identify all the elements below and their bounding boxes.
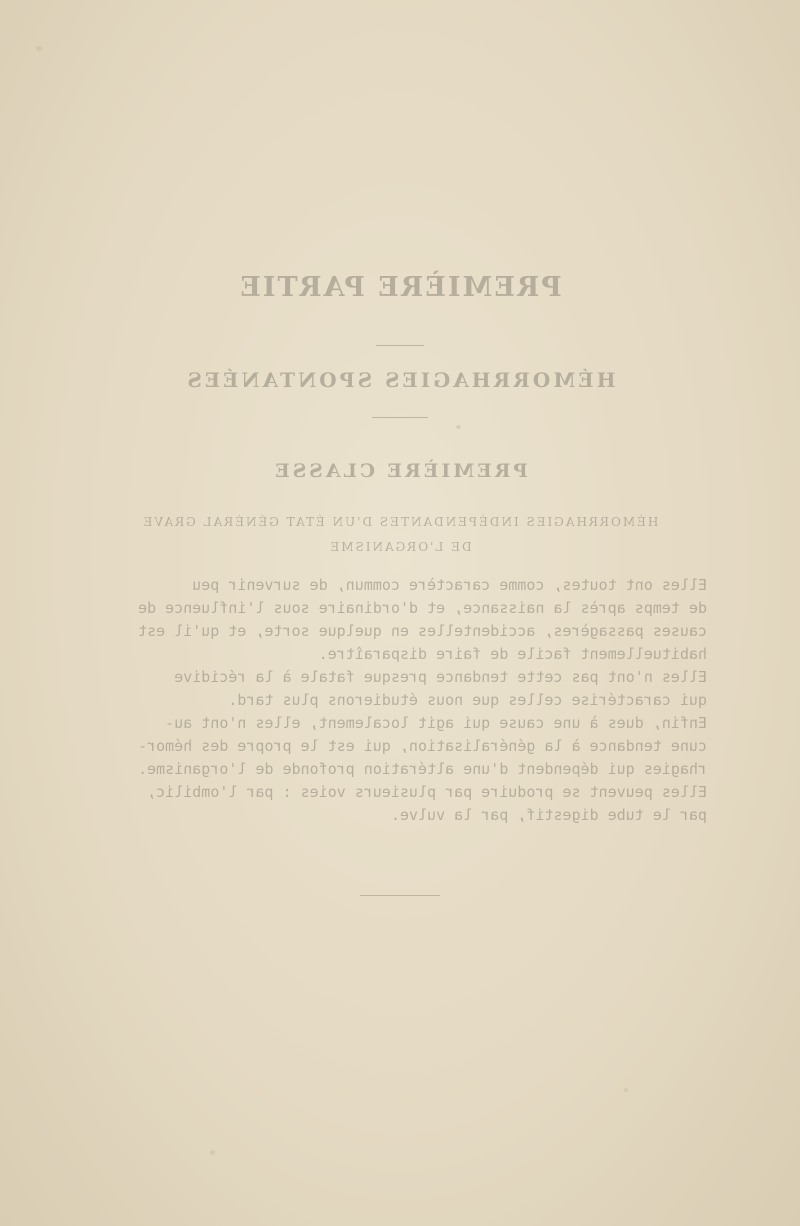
- text-line: cune tendance à la généralisation, qui est le propre des hémor-: [138, 737, 707, 755]
- title-rule: [376, 345, 424, 346]
- section-rule: [372, 417, 428, 418]
- text-line: Enfin, dues à une cause qui agit localement, elles n'ont au-: [165, 714, 707, 732]
- text-line: Elles n'ont pas cette tendance presque fatale à la récidive: [174, 668, 707, 686]
- text-line: Elles ont toutes, comme caractère commun, de survenir peu: [192, 576, 707, 594]
- body-text: [87, 574, 707, 827]
- text-line: habituellement facile de faire disparaître.: [318, 645, 707, 663]
- text-line: Elles peuvent se produire par plusieurs voies : par l'ombilic,: [147, 783, 707, 801]
- section-title: HÉMORRHAGIES SPONTANÉES: [184, 368, 616, 392]
- text-line: par le tube digestif, par la vulve.: [390, 806, 707, 824]
- text-line: qui caractérise celles que nous étudierons plus tard.: [228, 691, 707, 709]
- text-line: causes passagères, accidentelles en quelque sorte, et qu'il est: [138, 622, 707, 640]
- text-line: rhagies qui dépendent d'une altération profonde de l'organisme.: [138, 760, 707, 778]
- subtitle-line-2: DE L'ORGANISME: [328, 540, 472, 554]
- subtitle-line-1: HÉMORRHAGIES INDÉPENDANTES D'UN ÉTAT GÉNÉRAL GRAVE: [141, 515, 659, 529]
- closing-rule: [360, 895, 440, 896]
- part-title: PREMIÈRE PARTIE: [238, 272, 562, 303]
- text-line: de temps après la naissance, et d'ordinaire sous l'influence de: [138, 599, 707, 617]
- class-title: PREMIÈRE CLASSE: [272, 460, 528, 482]
